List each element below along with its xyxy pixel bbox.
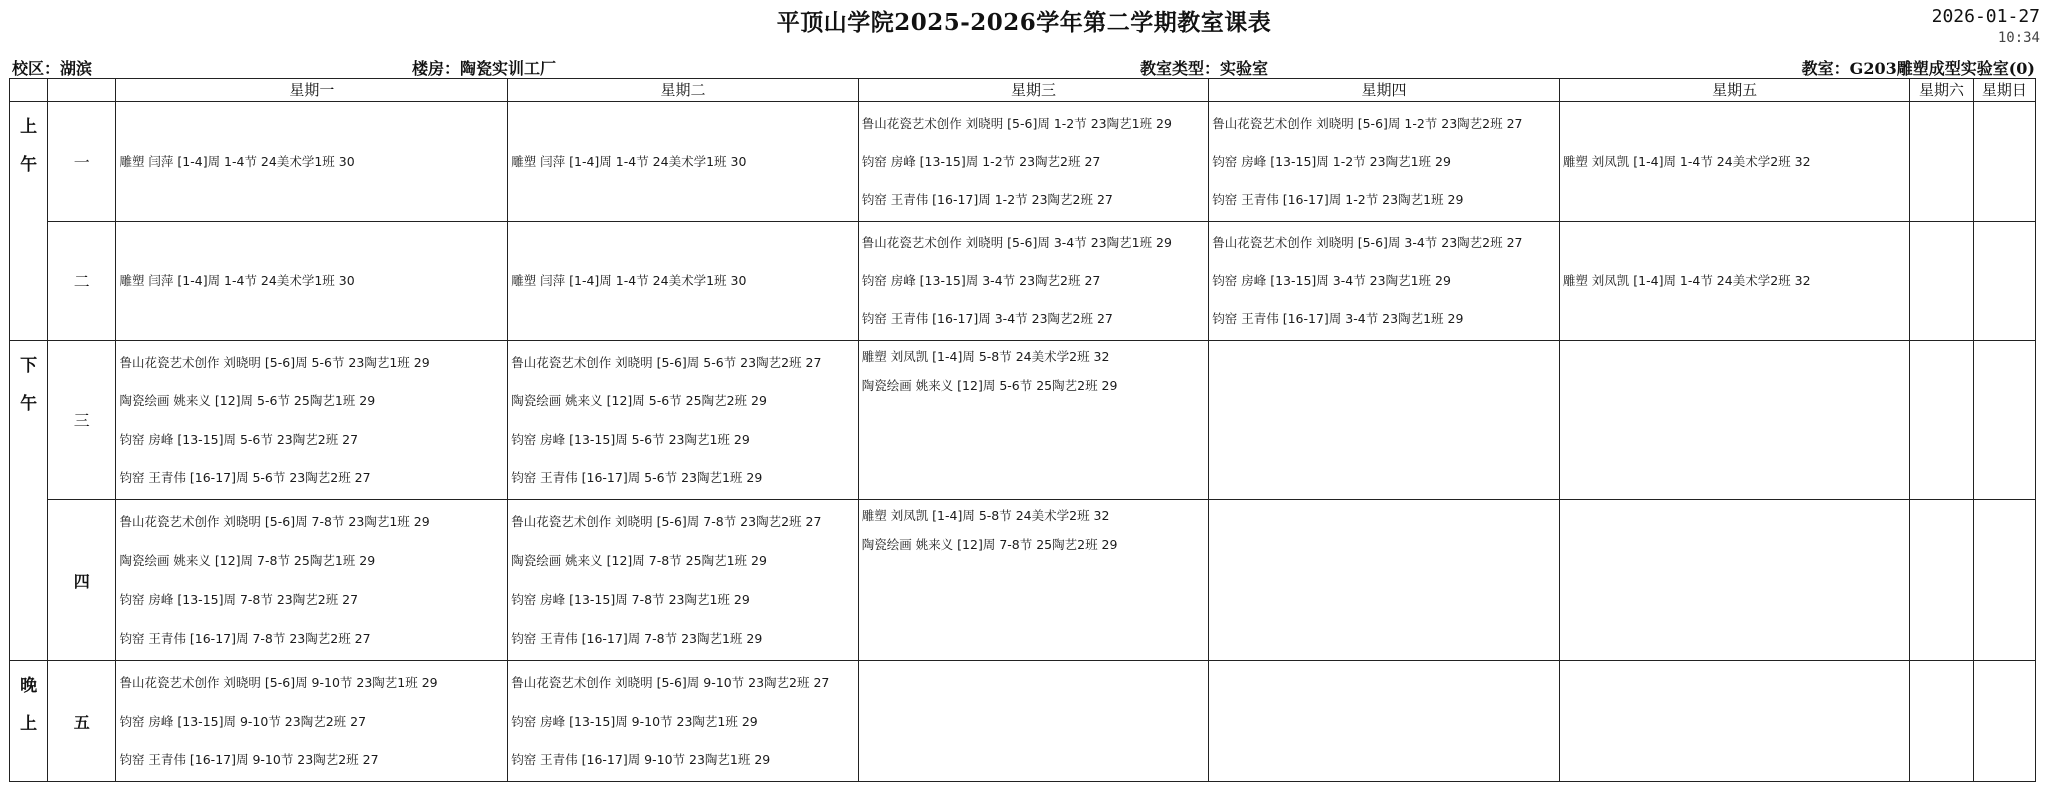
day-segment-label [10, 661, 48, 782]
cell-content [1910, 661, 1972, 781]
cell-content [1560, 102, 1910, 221]
course-entry[interactable]: 雕塑 闫萍 [1-4]周 1-4节 24美术学1班 30 [119, 273, 355, 289]
period-label: 五 [48, 661, 116, 782]
day-header: 星期六 [1910, 79, 1973, 102]
segment-char: 上 [20, 117, 38, 137]
schedule-cell [858, 661, 1209, 782]
schedule-cell [1910, 102, 1973, 222]
day-header: 星期二 [508, 79, 859, 102]
schedule-cell[interactable] [858, 341, 1209, 500]
cell-content [859, 661, 1209, 781]
course-entry[interactable]: 钧窑 王青伟 [16-17]周 7-8节 23陶艺1班 29 [511, 631, 763, 647]
room-type-label: 教室类型：实验室 [1140, 59, 1269, 78]
corner-cell [10, 79, 48, 102]
cell-content [508, 500, 858, 661]
period-row [10, 661, 2036, 782]
schedule-cell[interactable] [116, 102, 508, 222]
course-entry[interactable]: 钧窑 王青伟 [16-17]周 1-2节 23陶艺2班 27 [861, 191, 1113, 207]
course-entry[interactable]: 陶瓷绘画 姚来义 [12]周 5-6节 25陶艺2班 29 [511, 393, 767, 409]
schedule-cell[interactable] [1209, 221, 1560, 341]
cell-content [1209, 102, 1559, 221]
cell-content [116, 341, 507, 499]
schedule-cell [1209, 499, 1560, 661]
schedule-cell[interactable] [116, 661, 508, 782]
schedule-cell [1973, 661, 2035, 782]
course-entry[interactable]: 鲁山花瓷艺术创作 刘晓明 [5-6]周 7-8节 23陶艺2班 27 [511, 513, 822, 529]
period-row [10, 341, 2036, 500]
course-entry[interactable]: 陶瓷绘画 姚来义 [12]周 7-8节 25陶艺2班 29 [861, 536, 1118, 552]
period-label: 四 [48, 499, 116, 661]
course-entry[interactable]: 鲁山花瓷艺术创作 刘晓明 [5-6]周 5-6节 23陶艺1班 29 [119, 354, 430, 370]
day-segment-label [10, 341, 48, 661]
course-entry[interactable]: 鲁山花瓷艺术创作 刘晓明 [5-6]周 9-10节 23陶艺2班 27 [511, 675, 830, 691]
day-header: 星期四 [1209, 79, 1560, 102]
schedule-cell[interactable] [508, 221, 859, 341]
course-entry[interactable]: 钧窑 房峰 [13-15]周 5-6节 23陶艺2班 27 [119, 431, 359, 447]
cell-content [1974, 341, 2035, 499]
period-row [10, 499, 2036, 661]
cell-content [508, 661, 858, 781]
cell-content [1910, 500, 1972, 661]
course-entry[interactable]: 钧窑 王青伟 [16-17]周 9-10节 23陶艺1班 29 [511, 752, 771, 768]
course-entry[interactable]: 雕塑 刘凤凯 [1-4]周 1-4节 24美术学2班 32 [1562, 273, 1811, 289]
day-header: 星期日 [1973, 79, 2035, 102]
timetable [9, 78, 2036, 782]
cell-content [116, 222, 507, 341]
course-entry[interactable]: 鲁山花瓷艺术创作 刘晓明 [5-6]周 3-4节 23陶艺1班 29 [861, 235, 1172, 251]
cell-content [1560, 661, 1910, 781]
segment-char: 下 [20, 356, 38, 377]
cell-content [508, 222, 858, 341]
course-entry[interactable]: 雕塑 刘凤凯 [1-4]周 5-8节 24美术学2班 32 [861, 349, 1110, 365]
course-entry[interactable]: 钧窑 王青伟 [16-17]周 5-6节 23陶艺2班 27 [119, 470, 371, 485]
cell-content [1560, 222, 1910, 341]
course-entry[interactable]: 钧窑 王青伟 [16-17]周 1-2节 23陶艺1班 29 [1212, 191, 1464, 207]
course-entry[interactable]: 陶瓷绘画 姚来义 [12]周 7-8节 25陶艺1班 29 [119, 552, 376, 568]
course-entry[interactable]: 钧窑 房峰 [13-15]周 3-4节 23陶艺2班 27 [861, 273, 1101, 289]
schedule-cell [1209, 661, 1560, 782]
cell-content [1974, 102, 2035, 221]
day-header: 星期五 [1559, 79, 1910, 102]
building-label: 楼房：陶瓷实训工厂 [412, 59, 557, 78]
course-entry[interactable]: 钧窑 房峰 [13-15]周 9-10节 23陶艺1班 29 [511, 713, 758, 729]
course-entry[interactable]: 鲁山花瓷艺术创作 刘晓明 [5-6]周 3-4节 23陶艺2班 27 [1212, 235, 1523, 251]
print-date: 2026-01-27 [1931, 6, 2040, 27]
schedule-cell[interactable] [508, 499, 859, 661]
schedule-cell [1559, 499, 1910, 661]
course-entry[interactable]: 陶瓷绘画 姚来义 [12]周 5-6节 25陶艺2班 29 [861, 378, 1118, 394]
cell-content [859, 102, 1209, 221]
course-entry[interactable]: 钧窑 房峰 [13-15]周 7-8节 23陶艺2班 27 [119, 592, 359, 608]
schedule-cell[interactable] [508, 341, 859, 500]
schedule-cell[interactable] [858, 102, 1209, 222]
cell-content [116, 500, 507, 661]
print-time-clipped: 10:34 [1997, 30, 2040, 46]
course-entry[interactable]: 钧窑 房峰 [13-15]周 9-10节 23陶艺2班 27 [119, 713, 367, 729]
schedule-cell [1973, 499, 2035, 661]
schedule-cell[interactable] [116, 341, 508, 500]
cell-content [116, 661, 507, 781]
course-entry[interactable]: 钧窑 房峰 [13-15]周 5-6节 23陶艺1班 29 [511, 431, 750, 447]
course-entry[interactable]: 钧窑 房峰 [13-15]周 7-8节 23陶艺1班 29 [511, 592, 750, 608]
schedule-cell[interactable] [1559, 102, 1910, 222]
course-entry[interactable]: 鲁山花瓷艺术创作 刘晓明 [5-6]周 1-2节 23陶艺1班 29 [861, 115, 1172, 131]
cell-content [1910, 341, 1972, 499]
course-entry[interactable]: 雕塑 闫萍 [1-4]周 1-4节 24美术学1班 30 [119, 153, 355, 169]
cell-content [1209, 500, 1559, 661]
course-entry[interactable]: 钧窑 王青伟 [16-17]周 3-4节 23陶艺2班 27 [861, 311, 1113, 327]
schedule-cell[interactable] [858, 221, 1209, 341]
schedule-cell [1559, 341, 1910, 500]
course-entry[interactable]: 鲁山花瓷艺术创作 刘晓明 [5-6]周 1-2节 23陶艺2班 27 [1212, 115, 1523, 131]
cell-content [1974, 222, 2035, 341]
segment-char: 午 [20, 394, 38, 415]
day-segment-label [10, 102, 48, 341]
cell-content [1910, 102, 1972, 221]
room-label: 教室：G203雕塑成型实验室(0) [1801, 59, 2035, 78]
schedule-cell[interactable] [1559, 221, 1910, 341]
schedule-cell [1973, 341, 2035, 500]
segment-char: 上 [20, 714, 38, 735]
schedule-cell [1910, 221, 1973, 341]
day-header: 星期三 [858, 79, 1209, 102]
period-row [10, 221, 2036, 341]
schedule-cell[interactable] [1209, 102, 1560, 222]
cell-content [1974, 500, 2035, 661]
cell-content [859, 222, 1209, 341]
schedule-cell [1973, 221, 2035, 341]
schedule-cell [1973, 102, 2035, 222]
campus-label: 校区：湖滨 [12, 59, 93, 78]
schedule-cell [1559, 661, 1910, 782]
cell-content [1560, 341, 1910, 499]
course-entry[interactable]: 钧窑 房峰 [13-15]周 1-2节 23陶艺1班 29 [1212, 153, 1451, 169]
cell-content [116, 102, 507, 221]
course-entry[interactable]: 陶瓷绘画 姚来义 [12]周 5-6节 25陶艺1班 29 [119, 393, 376, 409]
course-entry[interactable]: 陶瓷绘画 姚来义 [12]周 7-8节 25陶艺1班 29 [511, 552, 767, 568]
schedule-cell [1910, 661, 1973, 782]
cell-content [508, 341, 858, 499]
course-entry[interactable]: 雕塑 刘凤凯 [1-4]周 5-8节 24美术学2班 32 [861, 507, 1110, 523]
schedule-cell [1209, 341, 1560, 500]
course-entry[interactable]: 鲁山花瓷艺术创作 刘晓明 [5-6]周 9-10节 23陶艺1班 29 [119, 675, 438, 691]
cell-content [1910, 222, 1972, 341]
course-entry[interactable]: 鲁山花瓷艺术创作 刘晓明 [5-6]周 7-8节 23陶艺1班 29 [119, 513, 430, 529]
corner-cell [48, 79, 116, 102]
cell-content [859, 500, 1209, 661]
schedule-cell [1910, 341, 1973, 500]
schedule-cell[interactable] [858, 499, 1209, 661]
cell-content [1209, 341, 1559, 499]
cell-content [1974, 661, 2035, 781]
day-header-row [10, 79, 2036, 102]
schedule-cell[interactable] [116, 499, 508, 661]
course-entry[interactable]: 雕塑 闫萍 [1-4]周 1-4节 24美术学1班 30 [511, 153, 747, 169]
course-entry[interactable]: 钧窑 王青伟 [16-17]周 7-8节 23陶艺2班 27 [119, 631, 371, 647]
segment-char: 晚 [20, 676, 38, 697]
course-entry[interactable]: 鲁山花瓷艺术创作 刘晓明 [5-6]周 5-6节 23陶艺2班 27 [511, 354, 822, 370]
segment-char: 午 [20, 155, 38, 175]
cell-content [1209, 222, 1559, 341]
cell-content [1209, 661, 1559, 781]
course-entry[interactable]: 钧窑 王青伟 [16-17]周 9-10节 23陶艺2班 27 [119, 752, 379, 768]
cell-content [859, 341, 1209, 499]
course-entry[interactable]: 钧窑 王青伟 [16-17]周 3-4节 23陶艺1班 29 [1212, 311, 1464, 327]
schedule-cell [1910, 499, 1973, 661]
cell-content [1560, 500, 1910, 661]
schedule-cell[interactable] [116, 221, 508, 341]
day-header: 星期一 [116, 79, 508, 102]
period-label: 三 [48, 341, 116, 500]
course-entry[interactable]: 钧窑 王青伟 [16-17]周 5-6节 23陶艺1班 29 [511, 470, 763, 485]
course-entry[interactable]: 钧窑 房峰 [13-15]周 3-4节 23陶艺1班 29 [1212, 273, 1451, 289]
period-label: 一 [48, 102, 116, 222]
period-row [10, 102, 2036, 222]
schedule-cell[interactable] [508, 102, 859, 222]
course-entry[interactable]: 雕塑 刘凤凯 [1-4]周 1-4节 24美术学2班 32 [1562, 153, 1811, 169]
course-entry[interactable]: 雕塑 闫萍 [1-4]周 1-4节 24美术学1班 30 [511, 273, 747, 289]
schedule-cell[interactable] [508, 661, 859, 782]
course-entry[interactable]: 钧窑 房峰 [13-15]周 1-2节 23陶艺2班 27 [861, 153, 1101, 169]
cell-content [508, 102, 858, 221]
page-title: 平顶山学院2025-2026学年第二学期教室课表 [776, 9, 1272, 36]
period-label: 二 [48, 221, 116, 341]
